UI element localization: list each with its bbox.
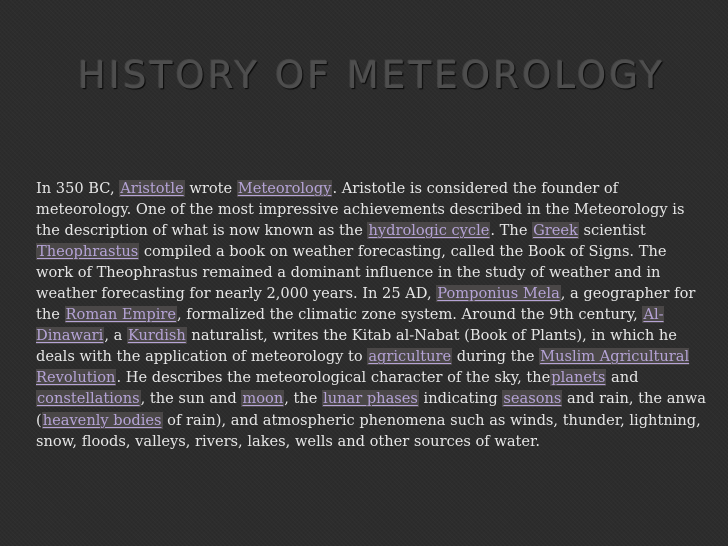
link-pomponius-mela[interactable]: Pomponius Mela xyxy=(437,285,560,303)
text-run: and xyxy=(606,369,639,387)
link-theophrastus[interactable]: Theophrastus xyxy=(37,243,139,261)
link-greek[interactable]: Greek xyxy=(533,222,578,240)
text-run: naturalist, writes the Kitab al-Nabat (Book of Plants), in which he deals with the application of meteorology to xyxy=(36,327,677,366)
slide-title: HISTORY OF METEOROLOGY xyxy=(78,54,666,97)
text-run: . Aristotle is considered the founder of meteorology. One of the most impressive achievements described in the Meteorology is the description of what is now known as the xyxy=(36,180,685,240)
text-run: . He describes the meteorological character of the sky, the xyxy=(116,369,551,387)
text-run: scientist xyxy=(578,222,646,240)
link-al-dinawari[interactable]: Al-Dinawari xyxy=(36,306,664,345)
link-kurdish[interactable]: Kurdish xyxy=(127,327,186,345)
text-run: indicating xyxy=(418,390,503,408)
link-agriculture[interactable]: agriculture xyxy=(368,348,452,366)
link-seasons[interactable]: seasons xyxy=(503,390,562,408)
text-run: , a geographer for the xyxy=(36,285,696,324)
link-constellations[interactable]: constellations xyxy=(37,390,140,408)
text-run: and rain, the anwa ( xyxy=(36,390,706,429)
text-run: , formalized the climatic zone system. Around the 9th century, xyxy=(177,306,643,324)
text-run: , the sun and xyxy=(140,390,242,408)
text-run: of rain), and atmospheric phenomena such as winds, thunder, lightning, snow, floods, valleys, rivers, lakes, wells and other sources of water. xyxy=(36,411,701,450)
text-run: , a xyxy=(104,327,127,345)
text-run: , the xyxy=(284,390,323,408)
link-hydrologic-cycle[interactable]: hydrologic cycle xyxy=(368,222,490,240)
link-roman-empire[interactable]: Roman Empire xyxy=(65,306,177,324)
title-bar xyxy=(58,52,666,106)
text-run: during the xyxy=(452,348,540,366)
link-muslim-agricultural-revolution[interactable]: Muslim Agricultural Revolution xyxy=(36,348,690,387)
link-aristotle[interactable]: Aristotle xyxy=(120,180,184,197)
link-heavenly-bodies[interactable]: heavenly bodies xyxy=(42,411,162,429)
link-lunar-phases[interactable]: lunar phases xyxy=(323,390,418,408)
text-run: . The xyxy=(490,222,533,240)
text-run: In 350 BC, xyxy=(36,180,120,197)
link-planets[interactable]: planets xyxy=(551,369,606,387)
text-run: compiled a book on weather forecasting, called the Book of Signs. The work of Theophrastus remained a dominant influence in the study of weather and in weather forecasting for nearly 2,000 years. In 25 AD, xyxy=(36,243,667,303)
text-run: wrote xyxy=(184,180,237,197)
link-moon[interactable]: moon xyxy=(242,390,284,408)
link-meteorology[interactable]: Meteorology xyxy=(237,180,332,197)
body-paragraph xyxy=(36,178,706,452)
